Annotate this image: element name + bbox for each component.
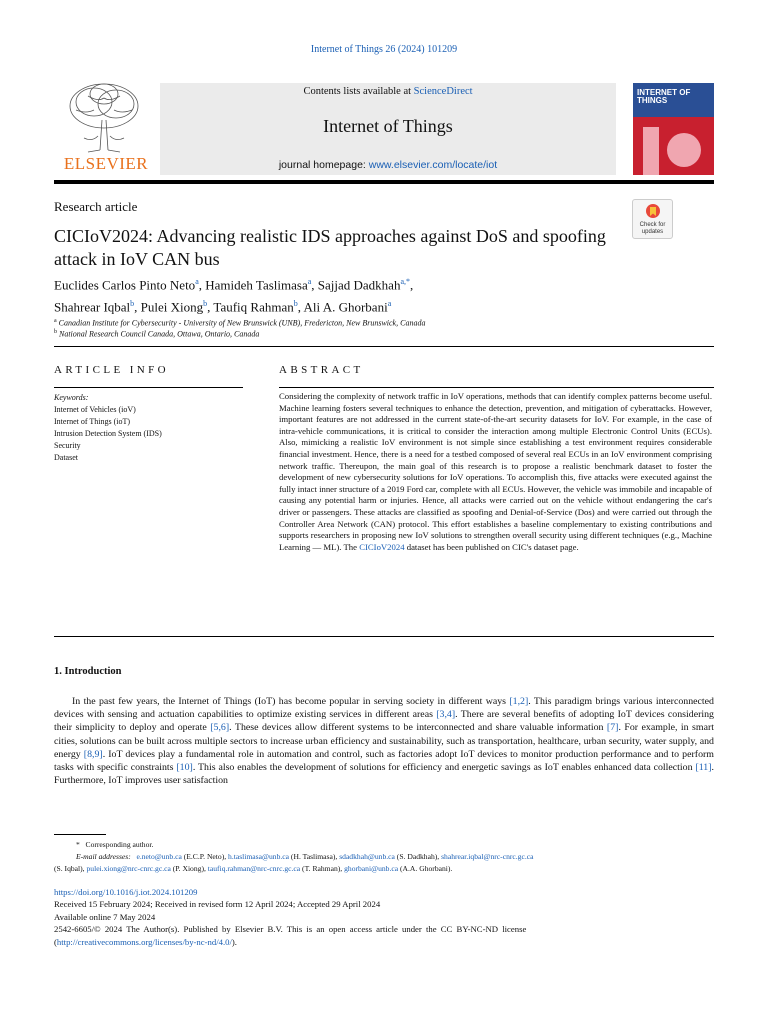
author-affiliation-marker[interactable]: b (203, 299, 208, 309)
publication-info (54, 886, 714, 948)
journal-reference[interactable]: Internet of Things 26 (2024) 101209 (310, 44, 458, 55)
citation-link[interactable]: [8,9] (83, 748, 103, 760)
intro-text: . IoT devices play a fundamental role in automation and control, such as factories adopt IoT devices to monitor production performance and to perform tasks with specific constraints (54, 748, 714, 774)
license-statement: 2542-6605/© 2024 The Author(s). Published by Elsevier B.V. This is an open access article under the CC BY-NC-ND license (54, 924, 527, 935)
bookmark-badge-icon (645, 203, 661, 221)
journal-homepage-link[interactable]: www.elsevier.com/locate/iot (368, 159, 498, 171)
cover-title: INTERNET OF THINGS (637, 88, 691, 105)
article-title: CICIoV2024: Advancing realistic IDS approaches against DoS and spoofing attack in IoV CAN bus (54, 226, 606, 269)
email-link[interactable]: h.taslimasa@unb.ca (228, 852, 290, 861)
keyword-item: Security (54, 441, 81, 450)
sciencedirect-link[interactable]: ScienceDirect (413, 86, 473, 97)
email-label: E-mail addresses: (76, 852, 131, 861)
cover-graphic-circle (667, 133, 701, 167)
affiliation-marker: b (54, 329, 57, 335)
intro-text: In the past few years, the Internet of Things (IoT) has become popular in serving society in different ways (72, 696, 510, 707)
journal-banner (160, 83, 616, 175)
keywords-label: Keywords: (54, 393, 89, 402)
author-name[interactable]: Shahrear Iqbal (54, 299, 131, 315)
email-link[interactable]: pulei.xiong@nrc-cnrc.gc.ca (86, 864, 171, 873)
abstract-end-divider (54, 636, 714, 637)
affiliation-b (54, 327, 259, 340)
section-heading-introduction: 1. Introduction (54, 666, 122, 677)
email-link[interactable]: taufiq.rahman@nrc-cnrc.gc.ca (207, 864, 301, 873)
abstract-heading: ABSTRACT (279, 364, 364, 376)
doi-link[interactable]: https://doi.org/10.1016/j.iot.2024.101209 (54, 887, 198, 897)
affiliation-divider (54, 346, 714, 347)
dataset-link[interactable]: CICIoV2024 (359, 541, 405, 552)
intro-text: . There are several benefits of adopting IoT devices considering their simplicity to deploy and operate (54, 709, 714, 734)
contents-prefix: Contents lists available at (303, 86, 414, 97)
intro-text: . These devices allow different systems to be interconnected and share valuable information (229, 722, 607, 734)
author-affiliation-marker[interactable]: a (195, 277, 199, 286)
email-link[interactable]: ghorbani@unb.ca (344, 864, 399, 873)
available-online-date: Available online 7 May 2024 (54, 911, 156, 922)
abstract-text (279, 391, 712, 553)
affiliation-text: Canadian Institute for Cybersecurity - University of New Brunswick (UNB), Fredericton, New Brunswick, Canada (58, 318, 426, 328)
journal-cover-thumbnail[interactable] (633, 83, 714, 175)
author-affiliation-marker[interactable]: a (387, 299, 392, 309)
masthead (54, 80, 714, 176)
keyword-item: Internet of Things (ioT) (54, 417, 131, 426)
homepage-line (160, 159, 616, 171)
journal-name: Internet of Things (323, 116, 453, 136)
intro-text: . This also enables the development of solutions for efficiency and energetic savings as IoT enables enhanced data collection (192, 762, 696, 774)
contents-line (160, 86, 616, 97)
elsevier-wordmark: ELSEVIER (63, 154, 149, 173)
keyword-item: Dataset (54, 453, 78, 462)
check-for-updates-button[interactable] (632, 199, 673, 239)
author-affiliation-marker[interactable]: a (307, 277, 312, 286)
keywords-block (54, 392, 254, 464)
corresponding-author-label: Corresponding author. (85, 840, 154, 849)
author-name[interactable]: Sajjad Dadkhah (317, 277, 401, 293)
citation-link[interactable]: [11] (695, 762, 712, 774)
email-owner: (H. Taslimasa), (289, 852, 340, 861)
email-owner: (E.C.P. Neto), (181, 852, 229, 861)
author-name[interactable]: Euclides Carlos Pinto Neto (54, 277, 196, 293)
author-separator: , (198, 277, 206, 293)
introduction-paragraph (54, 695, 714, 787)
author-name[interactable]: Hamideh Taslimasa (205, 277, 308, 293)
intro-text: . This paradigm brings various interconnected devices with sensing and actuation capabilities to optimize existing services in different areas (54, 696, 714, 721)
citation-link[interactable]: [7] (606, 722, 619, 734)
abstract-body: Considering the complexity of network traffic in IoV operations, methods that can identify complex patterns become useful. Machine learning fosters several techniques to enhance the detection, prevention, and mitigation of cyberattacks. However, important features are not addressed in the current state-of-the-art security datasets for IoV. For example, in the case of intra-vehicle communications, it is critical to consider the interaction among multiple Electronic Control Units (ECUs). Also, mimicking a realistic IoV environment is not simple since establishing a test environment requires considerable financial investment. Hence, there is a need for a testbed composed of several real ECUs in an IoV environment comprising network traffic. Thereupon, the main goal of this research is to propose a realistic benchmark dataset to foster the development of new cybersecurity solutions for IoV operations. To accomplish this, five attacks were executed against the fully intact inner structure of a 2019 Ford car, complete with all ECUs. However, the vehicle was immobile and incapable of causing any potential harm or injuries. Hence, all attacks were carried out on the vehicle without endangering the car's driver or passengers. These attacks are classified as spoofing and Denial-of-Service (Dos) and were carried out through the Controller Area Network (CAN) protocol. This effort establishes a baseline complementary to existing contributions and supports researchers in proposing new IoV solutions to strengthen overall security using different techniques (e.g., Machine Learning — ML). The (279, 391, 712, 552)
homepage-prefix: journal homepage: (278, 159, 369, 171)
intro-text: . For example, in smart cities, solutions can be built across multiple sectors to increase urban efficiency and sustainability, such as transportation, healthcare, urban security, water supply, and energy (54, 722, 714, 760)
author-list (54, 272, 614, 317)
email-owner: (T. Rahman), (300, 864, 345, 873)
author-line-1 (54, 272, 614, 294)
elsevier-tree-icon (64, 80, 144, 154)
elsevier-logo[interactable] (54, 80, 158, 176)
citation-link[interactable]: [10] (176, 762, 193, 774)
email-owner: (A.A. Ghorbani). (398, 864, 453, 873)
author-name[interactable]: Taufiq Rahman (213, 299, 294, 315)
email-owner: (P. Xiong), (170, 864, 208, 873)
check-for-updates-label: Check for updates (639, 222, 666, 235)
paren-close: ). (231, 936, 237, 947)
author-separator: , (134, 299, 141, 315)
author-separator: , (410, 277, 414, 293)
email-owner: (S. Iqbal), (54, 864, 87, 873)
keyword-item: Internet of Vehicles (ioV) (54, 405, 136, 414)
author-separator: , (297, 299, 304, 315)
intro-text: . Furthermore, IoT improves user satisfaction (54, 762, 714, 787)
author-separator: , (207, 299, 214, 315)
email-addresses-line-1 (54, 851, 714, 863)
author-separator: , (311, 277, 318, 293)
affiliation-text: National Research Council Canada, Ottawa, Ontario, Canada (59, 329, 260, 339)
citation-link[interactable]: [5,6] (210, 722, 230, 734)
email-owner: (S. Dadkhah), (394, 852, 442, 861)
cover-graphic-bar (643, 127, 659, 175)
author-name[interactable]: Ali A. Ghorbani (303, 299, 388, 315)
abstract-divider (279, 387, 714, 388)
email-addresses-line-2 (54, 863, 714, 875)
author-line-2 (54, 294, 614, 316)
citation-link[interactable]: [3,4] (436, 709, 456, 721)
article-info-heading: ARTICLE INFO (54, 364, 169, 376)
author-affiliation-marker[interactable]: b (130, 299, 135, 309)
received-dates: Received 15 February 2024; Received in revised form 12 April 2024; Accepted 29 April 2024 (54, 899, 381, 910)
footnote-divider (54, 834, 106, 835)
header-divider (54, 180, 714, 184)
asterisk-marker: * (76, 840, 80, 849)
paren-open: ( (54, 936, 57, 947)
license-link-line (54, 936, 714, 948)
email-link[interactable]: shahrear.iqbal@nrc-cnrc.gc.ca (441, 852, 534, 861)
corresponding-author-note (54, 839, 714, 851)
license-link[interactable]: http://creativecommons.org/licenses/by-nc-nd/4.0/ (56, 936, 232, 947)
email-link[interactable]: e.neto@unb.ca (136, 852, 182, 861)
abstract-tail: dataset has been published on CIC's dataset page. (404, 541, 579, 552)
author-name[interactable]: Pulei Xiong (140, 299, 204, 315)
author-affiliation-marker[interactable]: a,* (400, 277, 411, 286)
author-affiliation-marker[interactable]: b (293, 299, 298, 309)
citation-link[interactable]: [1,2] (509, 696, 529, 707)
article-info-divider (54, 387, 243, 388)
article-type: Research article (54, 199, 138, 214)
keyword-item: Intrusion Detection System (IDS) (54, 429, 162, 438)
email-link[interactable]: sdadkhah@unb.ca (339, 852, 395, 861)
affiliation-marker: a (54, 318, 57, 324)
footnotes (54, 839, 714, 875)
